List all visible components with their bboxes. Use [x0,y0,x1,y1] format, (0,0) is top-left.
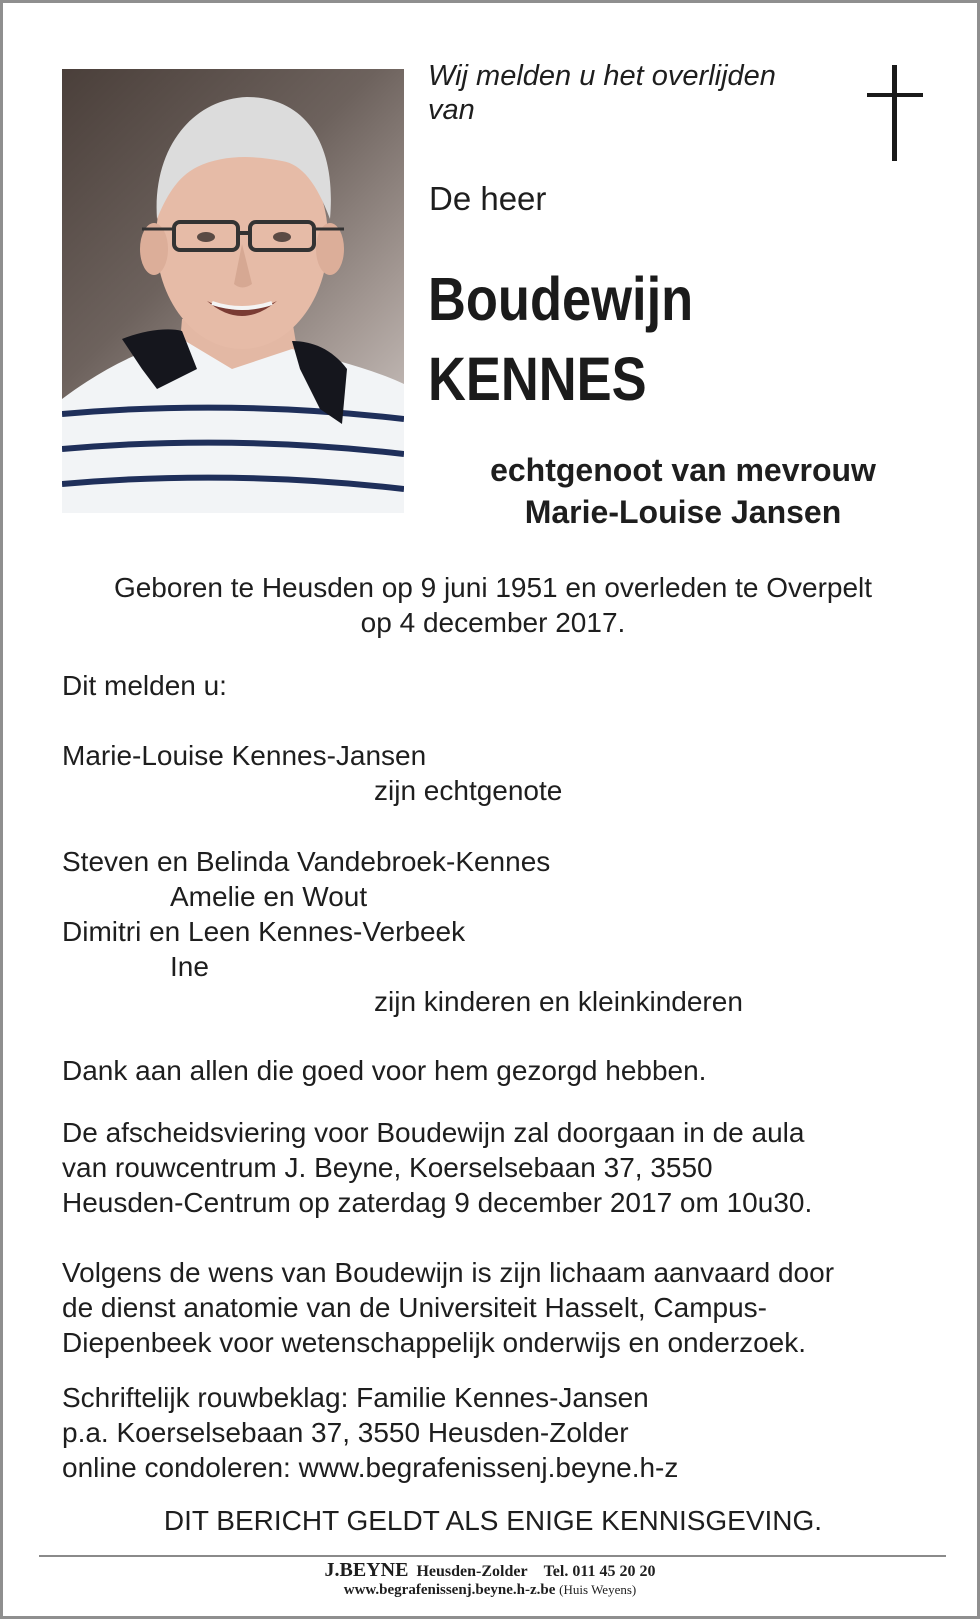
footer-line-2 [3,1581,977,1599]
spouse-line: Marie-Louise Jansen [524,494,842,530]
spouse-role: zijn echtgenote [374,775,563,806]
ceremony-line: van rouwcentrum J. Beyne, Koerselsebaan 37, 3550 [62,1152,713,1183]
condolence-link[interactable]: online condoleren: www.begrafenissenj.beyne.h-z [62,1452,679,1483]
funeral-home-website[interactable]: www.begrafenissenj.beyne.h-z.be [343,1582,556,1598]
notice-text: DIT BERICHT GELDT ALS ENIGE KENNISGEVING. [163,1505,823,1536]
donation-line: Diepenbeek voor wetenschappelijk onderwijs en onderzoek. [62,1327,807,1358]
spouse-line: echtgenoot van mevrouw [490,452,876,488]
donation-text [62,1255,834,1360]
birth-death-info [43,570,943,640]
ceremony-line: De afscheidsviering voor Boudewijn zal doorgaan in de aula [62,1117,805,1148]
condolence-line: Schriftelijk rouwbeklag: Familie Kennes-Jansen [62,1382,649,1413]
intro-line: Wij melden u het overlijden [428,60,776,92]
grandchildren-1: Amelie en Wout [170,881,368,912]
grandchildren-2: Ine [170,951,209,982]
ceremony-text [62,1115,812,1220]
donation-line: de dienst anatomie van de Universiteit Hasselt, Campus- [62,1292,768,1323]
funeral-home-location: Heusden-Zolder [416,1563,528,1580]
child-2: Dimitri en Leen Kennes-Verbeek [62,916,466,947]
announce-text: Dit melden u: [62,670,227,701]
spouse-name: Marie-Louise Kennes-Jansen [62,740,427,771]
ceremony-line: Heusden-Centrum op zaterdag 9 december 2017 om 10u30. [62,1187,813,1218]
cross-icon [867,65,923,161]
honorific: De heer [429,180,547,217]
intro-line: van [428,94,475,126]
condolence-line: p.a. Koerselsebaan 37, 3550 Heusden-Zolder [62,1417,629,1448]
donation-line: Volgens de wens van Boudewijn is zijn lichaam aanvaard door [62,1257,835,1288]
deceased-name [428,259,693,419]
child-1: Steven en Belinda Vandebroek-Kennes [62,846,551,877]
footer-line-1 [3,1561,977,1581]
portrait-illustration [62,69,404,513]
spouse-block [433,449,933,533]
funeral-home-note: (Huis Weyens) [559,1582,637,1597]
funeral-home-brand: J.BEYNE [324,1559,409,1581]
intro-text [428,59,776,127]
footer-divider [39,1555,946,1557]
portrait-photo [62,69,404,513]
thanks-text: Dank aan allen die goed voor hem gezorgd hebben. [62,1055,707,1086]
children-role: zijn kinderen en kleinkinderen [374,986,743,1017]
last-name: KENNES [428,345,647,413]
born-line: op 4 december 2017. [360,607,626,638]
first-name: Boudewijn [428,265,694,333]
born-line: Geboren te Heusden op 9 juni 1951 en overleden te Overpelt [113,572,873,603]
condolence-text [62,1380,678,1485]
funeral-home-phone: Tel. 011 45 20 20 [543,1563,656,1580]
